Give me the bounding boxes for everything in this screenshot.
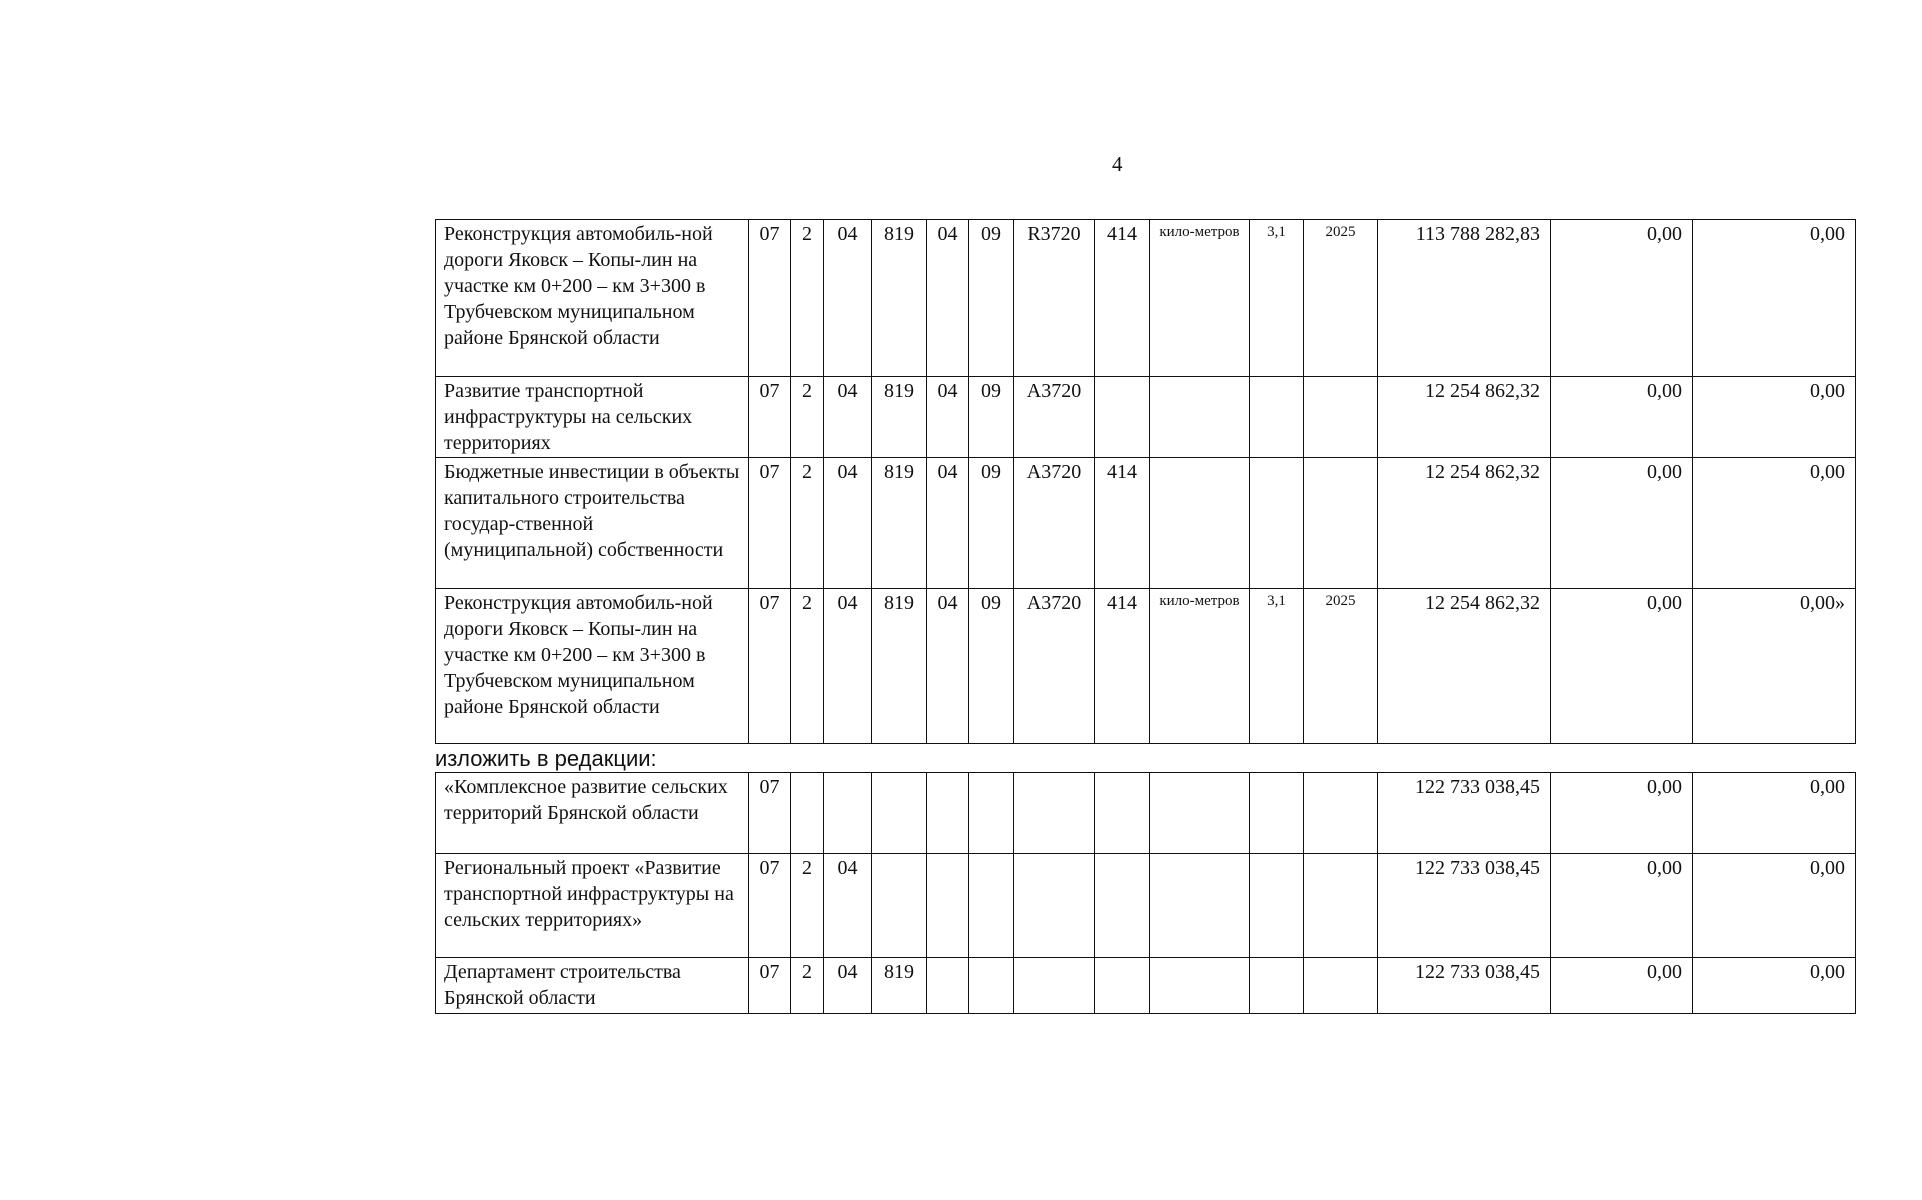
cell-c6: 09	[969, 458, 1014, 589]
cell-qty: 3,1	[1250, 589, 1304, 744]
cell-c3: 04	[824, 458, 872, 589]
cell-c1: 07	[749, 458, 791, 589]
cell-	[1150, 958, 1250, 1014]
table-row	[436, 854, 1856, 958]
cell-	[1095, 958, 1150, 1014]
cell-sum1: 12 254 862,32	[1378, 589, 1551, 744]
cell-	[1304, 854, 1378, 958]
cell-sum2: 0,00	[1551, 458, 1693, 589]
cell-c3: 04	[824, 589, 872, 744]
cell-c2: 2	[791, 589, 824, 744]
table-row	[436, 958, 1856, 1014]
cell-c7: А3720	[1014, 377, 1095, 458]
cell-	[1014, 958, 1095, 1014]
cell-unit: кило-метров	[1150, 589, 1250, 744]
cell-sum1: 122 733 038,45	[1378, 773, 1551, 854]
cell-c2: 2	[791, 377, 824, 458]
instruction-text: изложить в редакции:	[435, 746, 657, 771]
cell-c4: 819	[872, 220, 927, 377]
cell-c1: 07	[749, 958, 791, 1014]
cell-name: Развитие транспортной инфраструктуры на сельских территориях	[436, 377, 749, 458]
cell-sum1: 122 733 038,45	[1378, 854, 1551, 958]
cell-name: Департамент строительства Брянской области	[436, 958, 749, 1014]
cell-name: «Комплексное развитие сельских территорий Брянской области	[436, 773, 749, 854]
cell-sum1: 122 733 038,45	[1378, 958, 1551, 1014]
budget-table-after	[435, 772, 1856, 1014]
cell-c4: 819	[872, 377, 927, 458]
cell-unit	[1150, 377, 1250, 458]
cell-	[1250, 958, 1304, 1014]
cell-c1: 07	[749, 589, 791, 744]
cell-c8: 414	[1095, 458, 1150, 589]
cell-c4: 819	[872, 589, 927, 744]
page-number: 4	[1112, 152, 1123, 176]
cell-c3	[824, 773, 872, 854]
cell-	[969, 958, 1014, 1014]
cell-	[1014, 773, 1095, 854]
cell-	[1304, 958, 1378, 1014]
table-row	[436, 589, 1856, 744]
cell-name: Бюджетные инвестиции в объекты капитального строительства государ-ственной (муниципальной) собственности	[436, 458, 749, 589]
cell-	[927, 854, 969, 958]
cell-c2: 2	[791, 958, 824, 1014]
cell-c5: 04	[927, 458, 969, 589]
cell-year	[1304, 377, 1378, 458]
cell-sum3: 0,00	[1693, 458, 1856, 589]
cell-c3: 04	[824, 958, 872, 1014]
cell-c8: 414	[1095, 589, 1150, 744]
cell-sum2: 0,00	[1551, 854, 1693, 958]
cell-sum3: 0,00	[1693, 958, 1856, 1014]
cell-	[1304, 773, 1378, 854]
cell-sum3: 0,00»	[1693, 589, 1856, 744]
cell-c3: 04	[824, 854, 872, 958]
cell-qty	[1250, 458, 1304, 589]
cell-qty: 3,1	[1250, 220, 1304, 377]
cell-c1: 07	[749, 220, 791, 377]
table-row	[436, 458, 1856, 589]
cell-c8: 414	[1095, 220, 1150, 377]
cell-	[969, 854, 1014, 958]
cell-c7: А3720	[1014, 458, 1095, 589]
cell-name: Региональный проект «Развитие транспортной инфраструктуры на сельских территориях»	[436, 854, 749, 958]
cell-name: Реконструкция автомобиль-ной дороги Яковск – Копы-лин на участке км 0+200 – км 3+300 в Трубчевском муниципальном районе Брянской области	[436, 589, 749, 744]
cell-c6: 09	[969, 220, 1014, 377]
cell-c7: А3720	[1014, 589, 1095, 744]
cell-c1: 07	[749, 377, 791, 458]
cell-c2: 2	[791, 458, 824, 589]
cell-unit	[1150, 458, 1250, 589]
cell-c6: 09	[969, 377, 1014, 458]
cell-c2: 2	[791, 220, 824, 377]
cell-c5: 04	[927, 589, 969, 744]
cell-sum1: 12 254 862,32	[1378, 458, 1551, 589]
cell-sum3: 0,00	[1693, 773, 1856, 854]
cell-c3: 04	[824, 220, 872, 377]
cell-year: 2025	[1304, 220, 1378, 377]
cell-c4: 819	[872, 958, 927, 1014]
cell-c4	[872, 773, 927, 854]
cell-	[927, 773, 969, 854]
cell-	[969, 773, 1014, 854]
cell-	[927, 958, 969, 1014]
cell-sum1: 12 254 862,32	[1378, 377, 1551, 458]
cell-c1: 07	[749, 854, 791, 958]
cell-c4	[872, 854, 927, 958]
cell-sum1: 113 788 282,83	[1378, 220, 1551, 377]
cell-c5: 04	[927, 220, 969, 377]
cell-c2	[791, 773, 824, 854]
cell-qty	[1250, 377, 1304, 458]
cell-c1: 07	[749, 773, 791, 854]
cell-c5: 04	[927, 377, 969, 458]
cell-	[1095, 773, 1150, 854]
table-row	[436, 220, 1856, 377]
budget-table-before	[435, 219, 1856, 744]
table-row	[436, 773, 1856, 854]
cell-c6: 09	[969, 589, 1014, 744]
cell-sum2: 0,00	[1551, 773, 1693, 854]
cell-	[1095, 854, 1150, 958]
cell-unit: кило-метров	[1150, 220, 1250, 377]
cell-	[1150, 773, 1250, 854]
cell-	[1250, 854, 1304, 958]
cell-c7: R3720	[1014, 220, 1095, 377]
cell-	[1250, 773, 1304, 854]
cell-	[1150, 854, 1250, 958]
table-row	[436, 377, 1856, 458]
cell-year: 2025	[1304, 589, 1378, 744]
cell-sum2: 0,00	[1551, 220, 1693, 377]
cell-c3: 04	[824, 377, 872, 458]
cell-c8	[1095, 377, 1150, 458]
cell-	[1014, 854, 1095, 958]
cell-year	[1304, 458, 1378, 589]
cell-c2: 2	[791, 854, 824, 958]
cell-sum2: 0,00	[1551, 958, 1693, 1014]
cell-c4: 819	[872, 458, 927, 589]
cell-sum2: 0,00	[1551, 377, 1693, 458]
cell-sum2: 0,00	[1551, 589, 1693, 744]
cell-sum3: 0,00	[1693, 220, 1856, 377]
cell-sum3: 0,00	[1693, 854, 1856, 958]
cell-sum3: 0,00	[1693, 377, 1856, 458]
cell-name: Реконструкция автомобиль-ной дороги Яковск – Копы-лин на участке км 0+200 – км 3+300 в Трубчевском муниципальном районе Брянской области	[436, 220, 749, 377]
